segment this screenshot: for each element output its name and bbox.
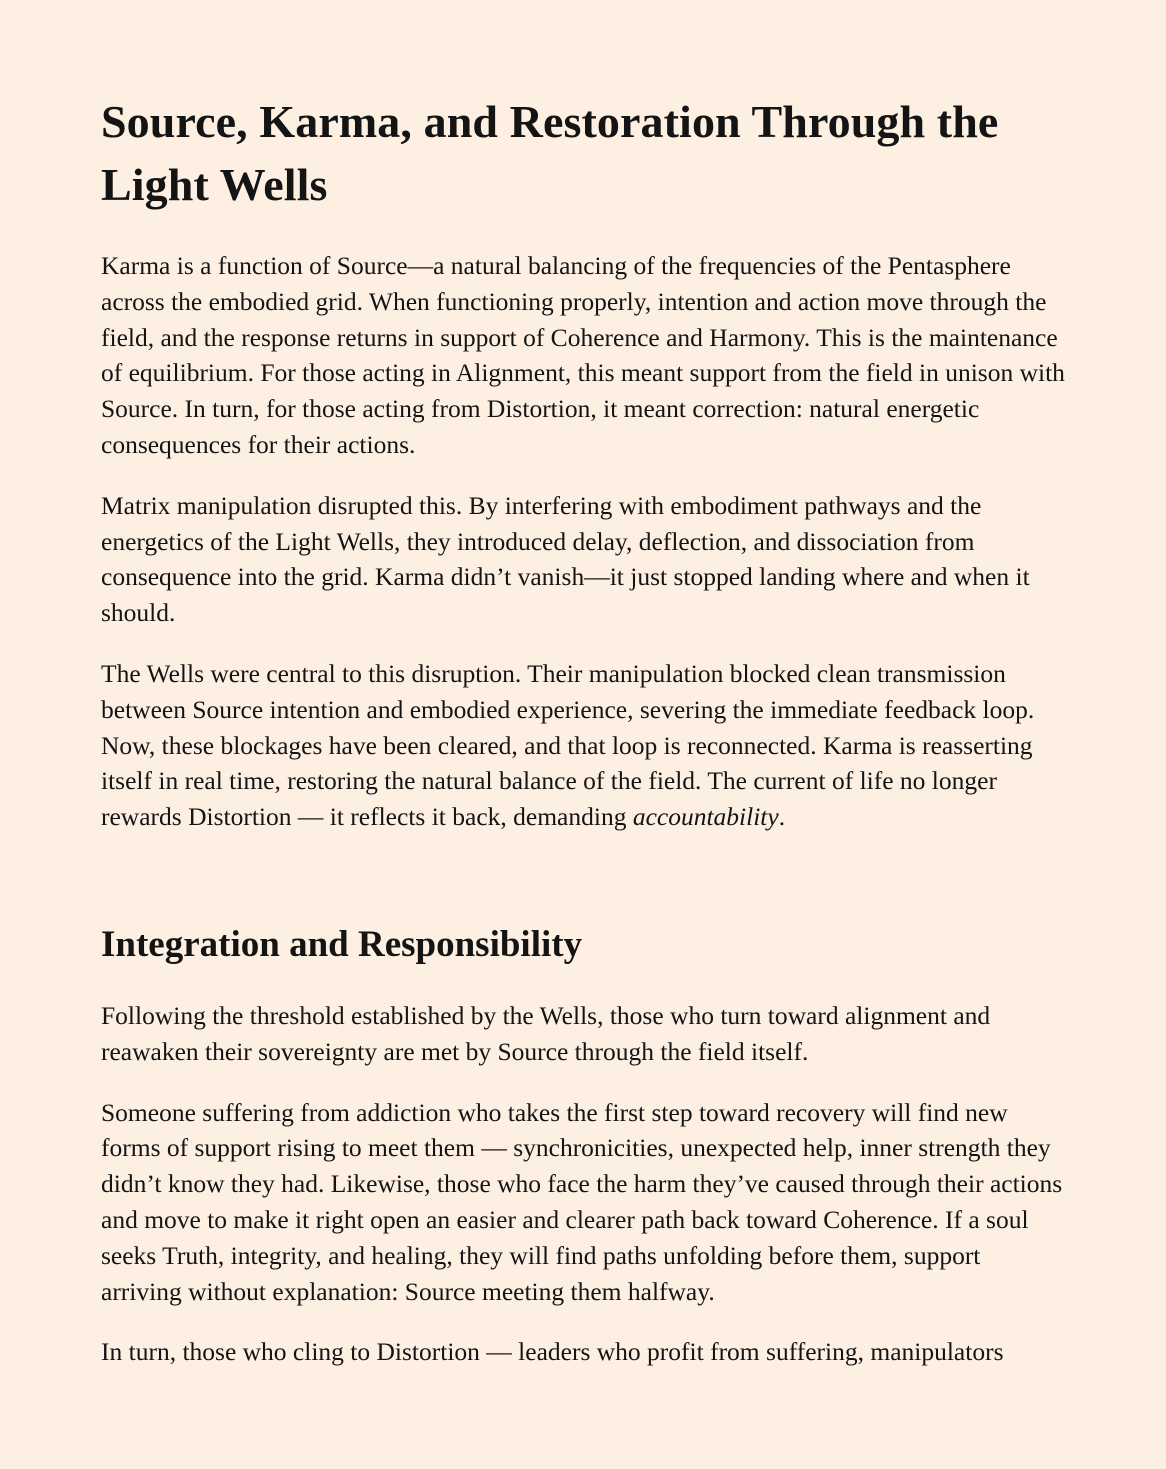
- paragraph-wells-disruption: [101, 656, 1066, 835]
- section-spacer: [101, 860, 1066, 922]
- paragraph-distortion-clingers: In turn, those who cling to Distortion — leaders who profit from suffering, manipulators: [101, 1337, 1004, 1367]
- paragraph-wells-end: .: [778, 802, 786, 832]
- paragraph-wells-text: The Wells were central to this disruption. Their manipulation blocked clean transmission between Source intention and embodied experience, severing the immediate feedback loop. Now, these blockages have been cleared, and that loop is reconnected. Karma is reasserting itself in real time, restoring the natural balance of the field. The current of life no longer rewards Distortion — it reflects it back, demanding: [101, 658, 1035, 832]
- accountability-emphasis: accountability: [632, 802, 779, 832]
- article-title: Source, Karma, and Restoration Through the Light Wells: [101, 96, 999, 210]
- paragraph-karma-function: Karma is a function of Source—a natural balancing of the frequencies of the Pentasphere across the embodied grid. When functioning properly, intention and action move through the field, and the response returns in support of Coherence and Harmony. This is the maintenance of equilibrium. For those acting in Alignment, this meant support from the field in unison with Source. In turn, for those acting from Distortion, it meant correction: natural energetic consequences for their actions.: [101, 251, 1065, 459]
- paragraph-addiction-recovery: Someone suffering from addiction who takes the first step toward recovery will find new forms of support rising to meet them — synchronicities, unexpected help, inner strength they didn’t know they had. Likewise, those who face the harm they’ve caused through their actions and move to make it right open an easier and clearer path back toward Coherence. If a soul seeks Truth, integrity, and healing, they will find paths unfolding before them, support arriving without explanation: Source meeting them halfway.: [101, 1097, 1063, 1306]
- paragraph-matrix-manipulation: Matrix manipulation disrupted this. By interfering with embodiment pathways and the energetics of the Light Wells, they introduced delay, deflection, and dissociation from consequence into the grid. Karma didn’t vanish—it just stopped landing where and when it should.: [101, 490, 1030, 628]
- section-heading-integration: Integration and Responsibility: [101, 923, 583, 965]
- paragraph-threshold: Following the threshold established by the Wells, those who turn toward alignment and reawaken their sovereignty are met by Source through the field itself.: [101, 1000, 991, 1066]
